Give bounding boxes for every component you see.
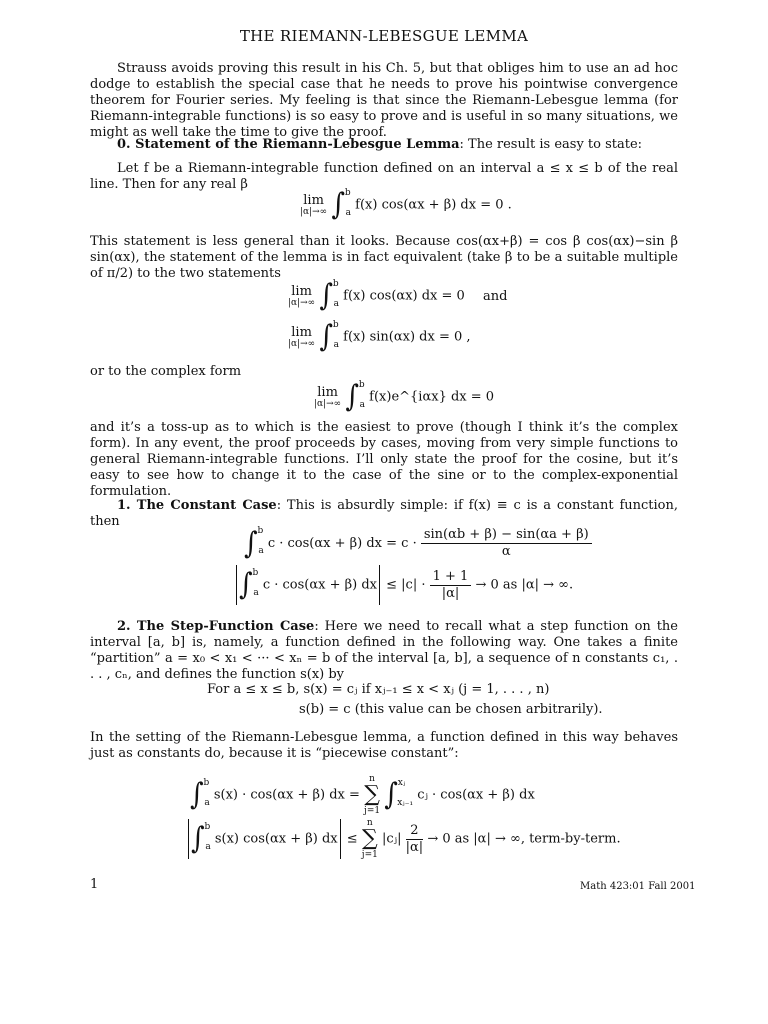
equation-complex: lim |α|→∞ ∫$^b_a$ f(x)e^{iαx} dx = 0 <box>314 379 495 415</box>
limit-operator: lim |α|→∞ <box>300 192 328 217</box>
equation-main: lim |α|→∞ ∫$^b_a$ f(x) cos(αx + β) dx = 0 . <box>300 187 512 223</box>
page-title: THE RIEMANN-LEBESGUE LEMMA <box>239 27 529 45</box>
section1-heading: 1. The Constant Case <box>117 498 277 513</box>
inequality-step-fraction: $\frac{2}{|\alpha|}$ <box>405 822 424 855</box>
inequality-constant-tail: → 0 as |α| → ∞. <box>475 577 574 593</box>
equation-and: and <box>482 288 508 304</box>
inequality-step: ∫$^b_a$ s(x) cos(αx + β) dx ≤ n ∑ j=1 |cⱼ| $\frac{2}{|\alpha|}$ → 0 as |α| → ∞, term-by-term. <box>186 818 621 860</box>
inequality-constant-mid: ≤ |c| · <box>386 577 426 593</box>
inequality-step-lhs: s(x) cos(αx + β) dx <box>214 831 338 847</box>
section0-lead: : The result is easy to state: <box>459 137 643 152</box>
equation-sin-body: f(x) sin(αx) dx = 0 , <box>343 329 471 345</box>
equation-step-lhs: s(x) · cos(αx + β) dx = <box>213 787 360 803</box>
inequality-step-c: |cⱼ| <box>382 831 402 847</box>
page-number: 1 <box>90 877 99 892</box>
section2-heading: 2. The Step-Function Case <box>117 619 315 634</box>
equation-constant-fraction: $\frac{\sin(\alpha b + \beta) - \sin(\alpha a + \beta)}{\alpha}$ <box>421 527 592 560</box>
section2-text: : Here we need to recall what a step function on the interval [a, b] is, namely, a function defined in the following way. One takes a finite “partition” a = x₀ < x₁ < ··· < xₙ = b of the interval [a, b], a sequence of n constants c₁, . . . , cₙ, and defines the function s(x) by <box>90 619 678 682</box>
equation-cos-body: f(x) cos(αx) dx = 0 <box>343 288 465 304</box>
section1-text: : This is absurdly simple: if f(x) ≡ c is a constant function, then <box>90 498 678 529</box>
course-label: Math 423:01 Fall 2001 <box>580 881 696 892</box>
inequality-step-tail: → 0 as |α| → ∞, term-by-term. <box>427 831 621 847</box>
integral-sign: ∫ <box>331 187 345 223</box>
equation-main-body: f(x) cos(αx + β) dx = 0 . <box>355 197 512 213</box>
intro-paragraph: Strauss avoids proving this result in his Ch. 5, but that obliges him to use an ad hoc dodge to establish the special case that he needs to prove his pointwise convergence theorem for Fourier series. My feeling is that since the Riemann-Lebesgue lemma (for Riemann-integrable functions) is so easy to prove and is useful in so many situations, we might as well take the time to give the proof. <box>90 61 678 140</box>
step-definition-line2: s(b) = c (this value can be chosen arbitrarily). <box>299 702 603 717</box>
equation-constant-lhs: c · cos(αx + β) dx = c · <box>267 536 417 551</box>
equation-sin: lim |α|→∞ ∫$^b_a$ f(x) sin(αx) dx = 0 , <box>288 319 471 355</box>
inequality-constant: ∫$^b_a$ c · cos(αx + β) dx ≤ |c| · $\frac{1 + 1}{|\alpha|}$ → 0 as |α| → ∞. <box>234 565 573 605</box>
inequality-step-mid: ≤ <box>346 831 358 847</box>
tossup-paragraph: and it’s a toss-up as to which is the easiest to prove (though I think it’s the complex form). In any event, the proof proceeds by cases, moving from very simple functions to general Riemann-integrable functions. I’ll only state the proof for the cosine, but it’s easy to see how to change it to the case of the sine or to the complex-exponential formulation. <box>90 420 678 499</box>
section2-paragraph <box>90 619 678 683</box>
section0-statement: Let f be a Riemann-integrable function defined on an interval a ≤ x ≤ b of the real line. Then for any real β <box>90 161 678 192</box>
equation-step: ∫$^b_a$ s(x) · cos(αx + β) dx = n ∑ j=1 ∫$^{xⱼ}_{xⱼ_{-1}}$ cⱼ · cos(αx + β) dx <box>190 774 535 816</box>
equation-cos: lim |α|→∞ ∫$^b_a$ f(x) cos(αx) dx = 0 and <box>288 278 508 314</box>
section0-paragraph <box>90 137 678 153</box>
equation-constant: ∫$^b_a$ c · cos(αx + β) dx = c · $\frac{\sin(\alpha b + \beta) - \sin(\alpha a + \beta)}{\alpha}$ <box>244 527 592 560</box>
step-definition-line1: For a ≤ x ≤ b, s(x) = cⱼ if xⱼ₋₁ ≤ x < xⱼ (j = 1, . . . , n) <box>207 682 550 697</box>
complex-lead: or to the complex form <box>90 364 242 379</box>
equation-complex-body: f(x)e^{iαx} dx = 0 <box>369 389 495 405</box>
section0-heading: 0. Statement of the Riemann-Lebesgue Lemma <box>117 137 460 152</box>
setting-paragraph: In the setting of the Riemann-Lebesgue lemma, a function defined in this way behaves just as constants do, because it is “piecewise constant”: <box>90 730 678 761</box>
inequality-constant-lhs: c · cos(αx + β) dx <box>262 577 377 593</box>
section1-paragraph <box>90 498 678 530</box>
equation-step-rhs: cⱼ · cos(αx + β) dx <box>417 787 535 803</box>
general-paragraph: This statement is less general than it looks. Because cos(αx+β) = cos β cos(αx)−sin β sin(αx), the statement of the lemma is in fact equivalent (take β to be a suitable multiple of π/2) to the two statements <box>90 234 678 281</box>
inequality-constant-fraction: $\frac{1 + 1}{|\alpha|}$ <box>430 569 472 602</box>
